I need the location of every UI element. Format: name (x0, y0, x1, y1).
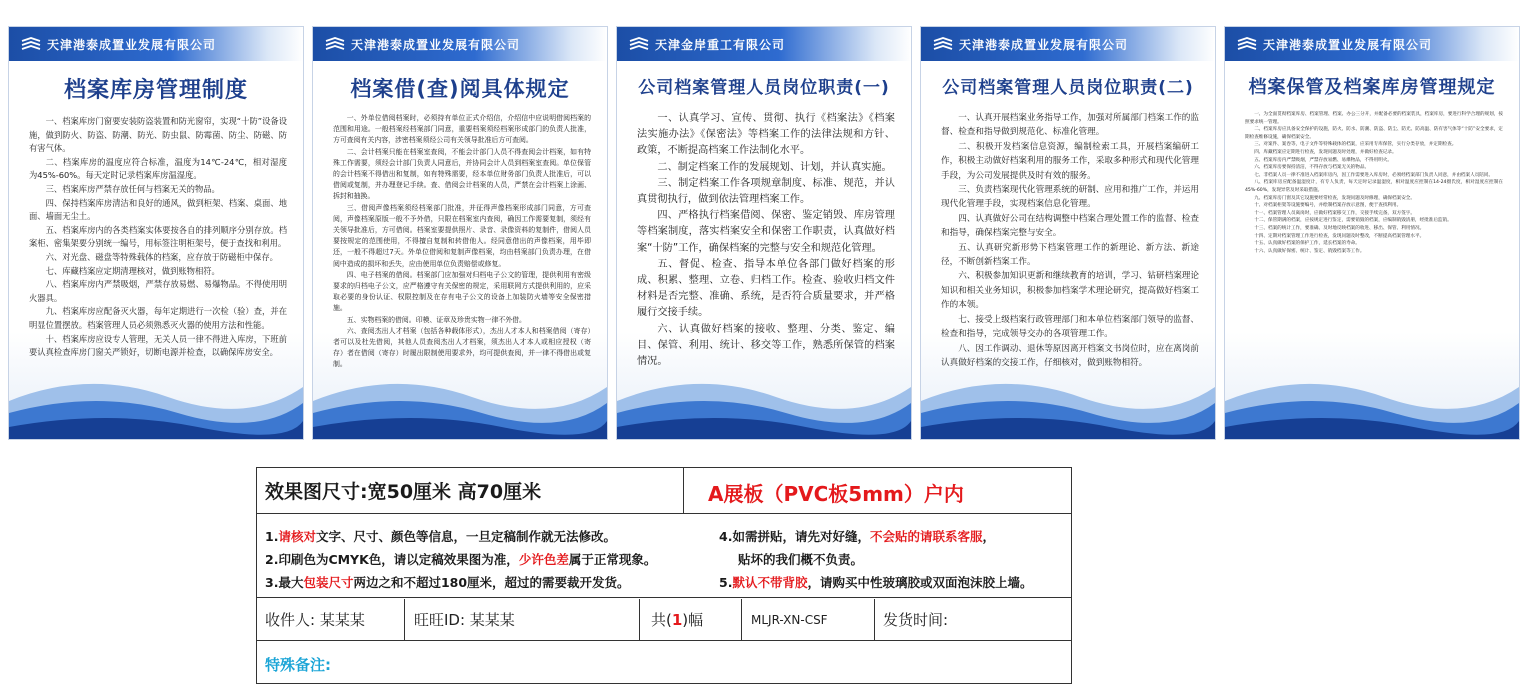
note-highlight: 请核对 (278, 529, 316, 544)
board-3 (616, 26, 912, 440)
company-logo-icon (629, 37, 649, 51)
paragraph: 一、认真开展档案业务指导工作，加强对所属部门档案工作的监督、检查和指导做到规范化、标准化管理。 (941, 113, 1199, 138)
size-label: 效果图尺寸:宽50厘米 高70厘米 (265, 481, 542, 503)
quantity-field (651, 599, 703, 640)
note-highlight: 不会贴的请联系客服 (869, 529, 983, 544)
board-body (29, 115, 287, 360)
paragraph: 六、认真做好档案的接收、整理、分类、鉴定、编目、保管、利用、统计、移交等工作，熟悉所保管的档案情况。 (637, 323, 895, 368)
paragraph: 二、积极开发档案信息资源，编制检索工具，开展档案编研工作，积极主动做好档案利用的服务工作，采取多种形式和现代化管理手段，为公司发展提供及时有效的服务。 (941, 141, 1199, 181)
note-3 (265, 573, 630, 591)
note-text: ，请购买中性玻璃胶或双面泡沫胶上墙。 (807, 575, 1033, 590)
board-title: 档案保管及档案库房管理规定 (1248, 77, 1496, 98)
note-text: 文字、尺寸、颜色等信息，一旦定稿制作就无法修改。 (315, 529, 616, 544)
wangwang-id-field: 旺旺ID: 某某某 (414, 611, 515, 629)
board-5 (1224, 26, 1520, 440)
paragraph: 五、档案库房内严禁吸烟，严禁存放易燃、易爆物品，不得用明火。 (1254, 157, 1393, 163)
divider (741, 599, 742, 640)
paragraph: 十、对档案柜架等设施要编号，并绘制档案存放示意图，便于查找利用。 (1254, 203, 1402, 209)
note-text: ， (982, 529, 995, 544)
spec-table (256, 467, 1072, 684)
paragraph: 八、因工作调动、退休等原因离开档案文书岗位时，应在离岗前认真做好档案的交接工作，仔细核对，做到账物相符。 (941, 343, 1199, 368)
board-body (637, 111, 895, 370)
company-name: 天津港泰成置业发展有限公司 (959, 37, 1129, 52)
paragraph: 五、档案库房内的各类档案实体要按各自的排列顺序分别存放。档案柜、密集架要分别统一编号，用标签注明柜架号，便于查找和利用。 (29, 224, 287, 249)
wave-decoration (313, 339, 607, 439)
note-2 (265, 550, 656, 568)
board-4 (920, 26, 1216, 440)
note-text: 3.最大 (265, 575, 304, 590)
board-2 (312, 26, 608, 440)
company-name: 天津金岸重工有限公司 (655, 37, 786, 52)
board-header (1225, 27, 1519, 61)
paragraph: 十五、认真做好档案的保护工作，延长档案的寿命。 (1254, 241, 1360, 247)
note-text: 4.如需拼贴，请先对好缝， (719, 529, 870, 544)
order-info-row (257, 599, 1071, 641)
company-logo-icon (1237, 37, 1257, 51)
paragraph: 七、接受上级档案行政管理部门和本单位档案部门领导的监督、检查和指导，完成领导交办的各项管理工作。 (941, 314, 1199, 340)
paragraph: 四、认真做好公司在结构调整中档案合理处置工作的监督、检查和指导，确保档案完整与安全。 (941, 213, 1199, 239)
quantity-prefix: 共( (651, 611, 672, 629)
note-highlight: 默认不带背胶 (732, 575, 808, 590)
company-logo-icon (21, 37, 41, 51)
paragraph: 二、档案库房的温度应符合标准，温度为14℃-24℃，相对湿度为45%-60%。每天定时记录档案库房温湿度。 (29, 156, 287, 181)
divider (404, 599, 405, 640)
board-body (333, 113, 591, 371)
note-4-cont: 贴坏的我们概不负责。 (738, 552, 864, 567)
paragraph: 一、为全面贯彻档案库房、档案管理、档案、办公三分开，并配备必要的档案装具，档案库房，要进行科学合理的规划，按照要求统一管理。 (1245, 112, 1503, 125)
quantity-value: 1 (671, 610, 683, 629)
paragraph: 十六、认真做好保密、统计、鉴定、销毁档案等工作。 (1254, 248, 1365, 254)
special-remark-label: 特殊备注: (265, 656, 331, 674)
paragraph: 一、外单位借阅档案时，必须持有单位正式介绍信，介绍信中应说明借阅档案的范围和用途。一般档案经档案部门同意，重要档案须经档案形成部门的负责人批准，方可查阅有关内容，涉密档案须经公司有关领导批准后方可查阅。 (333, 114, 591, 145)
product-code: MLJR-XN-CSF (751, 612, 828, 627)
notes-section (257, 515, 1071, 598)
paragraph: 十二、保管期满的档案，应按规定进行鉴定，需要销毁的档案，应编制销毁清册，经批准后监销。 (1254, 218, 1452, 224)
board-title: 档案库房管理制度 (63, 78, 248, 103)
paragraph: 四、保持档案库房清洁和良好的通风，做到柜架、档案、桌面、地面、墙面无尘土。 (29, 197, 287, 222)
note-1 (265, 527, 616, 545)
note-text: 5. (719, 575, 733, 590)
paragraph: 六、查阅杰出人才档案（包括各种载体形式），杰出人才本人和档案借阅（寄存）者可以及杜先借阅，其他人员查阅杰出人才档案，须杰出人才本人或相应授权（寄存）者在借阅（寄存）时履出限制使用要求外，均可提供查阅，并一律不得借出或复制。 (333, 326, 591, 369)
note-text: 1. (265, 529, 279, 544)
board-body (941, 111, 1199, 370)
board-header (313, 27, 607, 61)
paragraph: 八、档案库房应配备温湿度计，有专人负责，每天定时记录温湿度，相对温度应控制在14-24摄氏度，相对湿度应控制在45%-60%，发现异常及时采取措施。 (1245, 180, 1503, 193)
paragraph: 二、档案库房应具备安全保护的设施，防火、防水、防潮、防盗、防尘、防光、防高温、防有害气体等“十防”安全要求，定期检查维修设施，确保档案安全。 (1245, 127, 1503, 140)
paragraph: 五、督促、检查、指导本单位各部门做好档案的形成、积累、整理、立卷、归档工作。检查、验收归档文件材料是否完整、准确、系统，是否符合质量要求，并严格履行交接手续。 (637, 258, 895, 319)
board-header (921, 27, 1215, 61)
ship-time-field: 发货时间: (883, 611, 949, 629)
quantity-suffix: )幅 (682, 611, 704, 629)
note-text: 属于正常现象。 (568, 552, 657, 567)
divider (639, 599, 640, 640)
paragraph: 十、档案库房应设专人管理，无关人员一律不得进入库房，下班前要认真检查库房门窗关严锁好，切断电源并检查，以确保库房安全。 (29, 333, 287, 358)
paragraph: 九、档案库房门窗及其它设施要经常检查，发现问题及时修理，确保档案安全。 (1254, 195, 1415, 201)
paragraph: 四、电子档案的借阅。档案部门应加强对归档电子公文的管理，提供利用有密级要求的归档电子公文，应严格遵守有关保密的规定，采用联网方式提供利用的，应采取必要的身份认证、权限控制及在存有电子公文的设备上加装防火墙等安全保密措施。 (333, 270, 591, 313)
company-name: 天津港泰成置业发展有限公司 (1263, 37, 1433, 52)
note-highlight: 少许色差 (518, 552, 569, 567)
company-name: 天津港泰成置业发展有限公司 (351, 37, 521, 52)
paragraph: 三、制定档案工作各项规章制度、标准、规范，并认真贯彻执行，做到依法管理档案工作。 (637, 177, 895, 206)
board-title: 公司档案管理人员岗位职责(二) (942, 78, 1194, 98)
note-4 (719, 527, 995, 545)
note-text: 两边之和不超过180厘米，超过的需要裁开发货。 (353, 575, 630, 590)
paragraph: 三、档案库房严禁存放任何与档案无关的物品。 (45, 183, 220, 194)
paragraph: 五、认真研究新形势下档案管理工作的新理论、新方法、新途径，不断创新档案工作。 (941, 242, 1199, 268)
paragraph: 一、档案库房门窗要安装防盗装置和防光窗帘，实现“十防”设备设施，做到防火、防盗、防潮、防光、防虫鼠、防霉菌、防尘、防磁、防有害气体。 (29, 116, 287, 154)
note-text: 2.印刷色为CMYK色，请以定稿效果图为准， (265, 552, 519, 567)
paragraph: 十一、档案管理人员离岗时，应做好档案移交工作，交接手续完备，双方签字。 (1254, 210, 1415, 216)
paragraph: 九、档案库房应配备灭火器，每年定期进行一次检（验）查，并在明显位置摆放。档案管理人员必须熟悉灭火器的使用方法和性能。 (29, 306, 287, 330)
paragraph: 六、对光盘、磁盘等特殊载体的档案，应存放于防磁柜中保存。 (45, 251, 278, 262)
divider (874, 599, 875, 640)
paragraph: 四、严格执行档案借阅、保密、鉴定销毁、库房管理等档案制度，落实档案安全和保密工作职责，认真做好档案“十防”工作，确保档案的完整与安全和规范化管理。 (637, 210, 895, 254)
paragraph: 二、会计档案只能在档案室查阅，不能会计部门人员不得查阅会计档案，如有特殊工作需要，须经会计部门负责人同意后，并协同会计人员到档案室查阅。单位保管的会计档案不得借出和复制，如有特殊需要，经本单位财务部门负责人批准后，可以借阅或复制，并办理登记手续。查、借阅会计档案的人员，严禁在会计档案上涂画、拆封和抽换。 (333, 147, 591, 201)
spec-header-row (257, 468, 1071, 514)
wave-decoration (921, 339, 1215, 439)
recipient-field: 收件人: 某某某 (265, 611, 365, 629)
paragraph: 十四、定期对档案管理工作进行检查，发现问题及时整改，不断提高档案管理水平。 (1254, 233, 1425, 239)
wave-decoration (9, 339, 303, 439)
board-header (617, 27, 911, 61)
board-row (8, 26, 1520, 440)
board-title: 公司档案管理人员岗位职责(一) (638, 78, 890, 98)
paragraph: 一、认真学习、宣传、贯彻、执行《档案法》《档案法实施办法》《保密法》等档案工作的法律法规和方针、政策，不断提高档案工作法制化水平。 (637, 113, 895, 157)
paragraph: 二、制定档案工作的发展规划、计划，并认真实施。 (657, 161, 892, 173)
paragraph: 十三、档案的统计工作，要准确、及时地反映档案的收进、移出、保管、利用情况。 (1254, 225, 1425, 231)
note-highlight: 包装尺寸 (303, 575, 354, 590)
board-title: 档案借(查)阅具体规定 (350, 77, 570, 101)
company-logo-icon (325, 37, 345, 51)
wave-decoration (617, 339, 911, 439)
paragraph: 三、借阅声像档案须经档案部门批准，并征得声像档案形成部门同意，方可查阅，声像档案原版一般不予外借，只限在档案室内查阅，确因工作需要复制，须经有关领导批准后，方可借阅。档案室要提供照片、录音、录像资料的复制件，借阅人员要按规定的范围使用，不得擅自复制和转借他人。经同意借出的声像档案，用毕即还，一般不得超过7天。外单位借阅和复制声像档案，均由档案部门负责办理，在借阅中造成的损坏和丢失，应由使用单位负责赔偿或修复。 (333, 203, 591, 268)
paragraph: 四、库藏档案应定期进行检查，发现问题及时处理，并做好检查记录。 (1254, 149, 1397, 155)
board-body (1245, 111, 1503, 255)
paragraph: 六、档案库房要保持清洁，不得存放与档案无关的物品。 (1254, 165, 1370, 171)
board-header (9, 27, 303, 61)
material-label: A展板（PVC板5mm）户内 (683, 468, 1071, 513)
paragraph: 三、负责档案现代化管理系统的研制、应用和推广工作，并运用现代化管理手段，实现档案信息化管理。 (941, 185, 1199, 210)
paragraph: 三、对案件、案卷等，电子文件等特殊载体的档案，应采用专库保管，实行分类存放，并定期检查。 (1254, 142, 1457, 148)
company-name: 天津港泰成置业发展有限公司 (47, 37, 217, 52)
paragraph: 七、非档案人员一律不准进入档案库房内，因工作需要进入库房时，必须经档案部门负责人同意，并由档案人员陪同。 (1254, 172, 1494, 178)
paragraph: 八、档案库房内严禁吸烟，严禁存放易燃、易爆物品。不得使用明火器具。 (29, 279, 287, 303)
company-logo-icon (933, 37, 953, 51)
wave-decoration (1225, 339, 1519, 439)
paragraph: 五、实物档案的借阅。印模、证章及珍贵实物一律不外借。 (346, 315, 526, 324)
note-5 (719, 573, 1032, 591)
paragraph: 七、库藏档案应定期清理核对，做到账物相符。 (45, 265, 220, 276)
board-1 (8, 26, 304, 440)
paragraph: 六、积极参加知识更新和继续教育的培训，学习、钻研档案理论知识和相关业务知识，积极参加档案学术理论研究，提高做好档案工作的本领。 (941, 271, 1199, 311)
